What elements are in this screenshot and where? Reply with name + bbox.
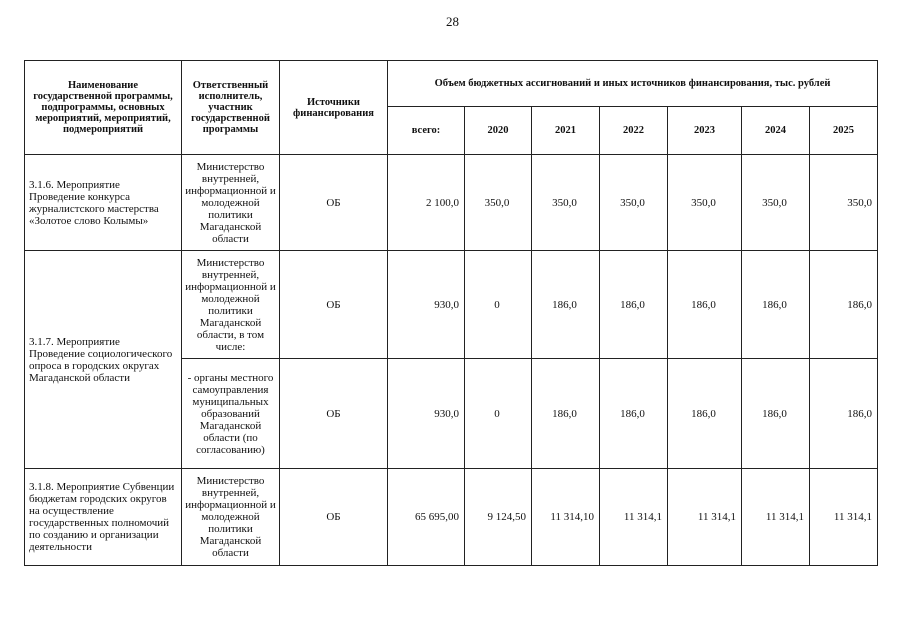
year-cell: 186,0 [532,359,600,469]
source-cell: ОБ [280,359,388,469]
year-cell: 350,0 [600,155,668,251]
header-year: 2021 [532,107,600,155]
year-cell: 186,0 [600,251,668,359]
year-cell: 186,0 [600,359,668,469]
measure-cell: 3.1.8. Мероприятие Субвенции бюджетам городских округов на осуществление государственных полномочий по созданию и организации деятельности [25,469,182,566]
year-cell: 186,0 [668,359,742,469]
header-year: 2025 [810,107,878,155]
total-cell: 2 100,0 [388,155,465,251]
header-volume: Объем бюджетных ассигнований и иных источников финансирования, тыс. рублей [388,61,878,107]
year-cell: 11 314,10 [532,469,600,566]
budget-table [24,60,878,566]
source-cell: ОБ [280,469,388,566]
year-cell: 186,0 [742,359,810,469]
executor-cell: Министерство внутренней, информационной и молодежной политики Магаданской области, в том числе: [182,251,280,359]
source-cell: ОБ [280,155,388,251]
year-cell: 11 314,1 [742,469,810,566]
header-measure: Наименование государственной программы, подпрограммы, основных мероприятий, мероприятий, подмероприятий [25,61,182,155]
header-year: 2022 [600,107,668,155]
year-cell: 11 314,1 [668,469,742,566]
table-row [25,469,878,566]
header-year: 2024 [742,107,810,155]
year-cell: 11 314,1 [810,469,878,566]
header-row [25,61,878,107]
year-cell: 11 314,1 [600,469,668,566]
measure-cell: 3.1.6. Мероприятие Проведение конкурса журналистского мастерства «Золотое слово Колымы» [25,155,182,251]
year-cell: 350,0 [742,155,810,251]
year-cell: 186,0 [742,251,810,359]
year-cell: 9 124,50 [465,469,532,566]
header-year: 2020 [465,107,532,155]
table-row [25,155,878,251]
year-cell: 0 [465,359,532,469]
total-cell: 65 695,00 [388,469,465,566]
year-cell: 350,0 [810,155,878,251]
source-cell: ОБ [280,251,388,359]
table-row [25,251,878,359]
header-total: всего: [388,107,465,155]
year-cell: 186,0 [810,359,878,469]
executor-cell: - органы местного самоуправления муниципальных образований Магаданской области (по согласованию) [182,359,280,469]
executor-cell: Министерство внутренней, информационной и молодежной политики Магаданской области [182,155,280,251]
year-cell: 350,0 [465,155,532,251]
year-cell: 350,0 [668,155,742,251]
executor-cell: Министерство внутренней, информационной и молодежной политики Магаданской области [182,469,280,566]
year-cell: 186,0 [668,251,742,359]
header-source: Источники финансирования [280,61,388,155]
year-cell: 186,0 [810,251,878,359]
year-cell: 186,0 [532,251,600,359]
page-number: 28 [446,14,459,29]
header-year: 2023 [668,107,742,155]
measure-cell: 3.1.7. Мероприятие Проведение социологического опроса в городских округах Магаданской области [25,251,182,469]
total-cell: 930,0 [388,359,465,469]
header-executor: Ответственный исполнитель, участник государственной программы [182,61,280,155]
total-cell: 930,0 [388,251,465,359]
year-cell: 0 [465,251,532,359]
year-cell: 350,0 [532,155,600,251]
